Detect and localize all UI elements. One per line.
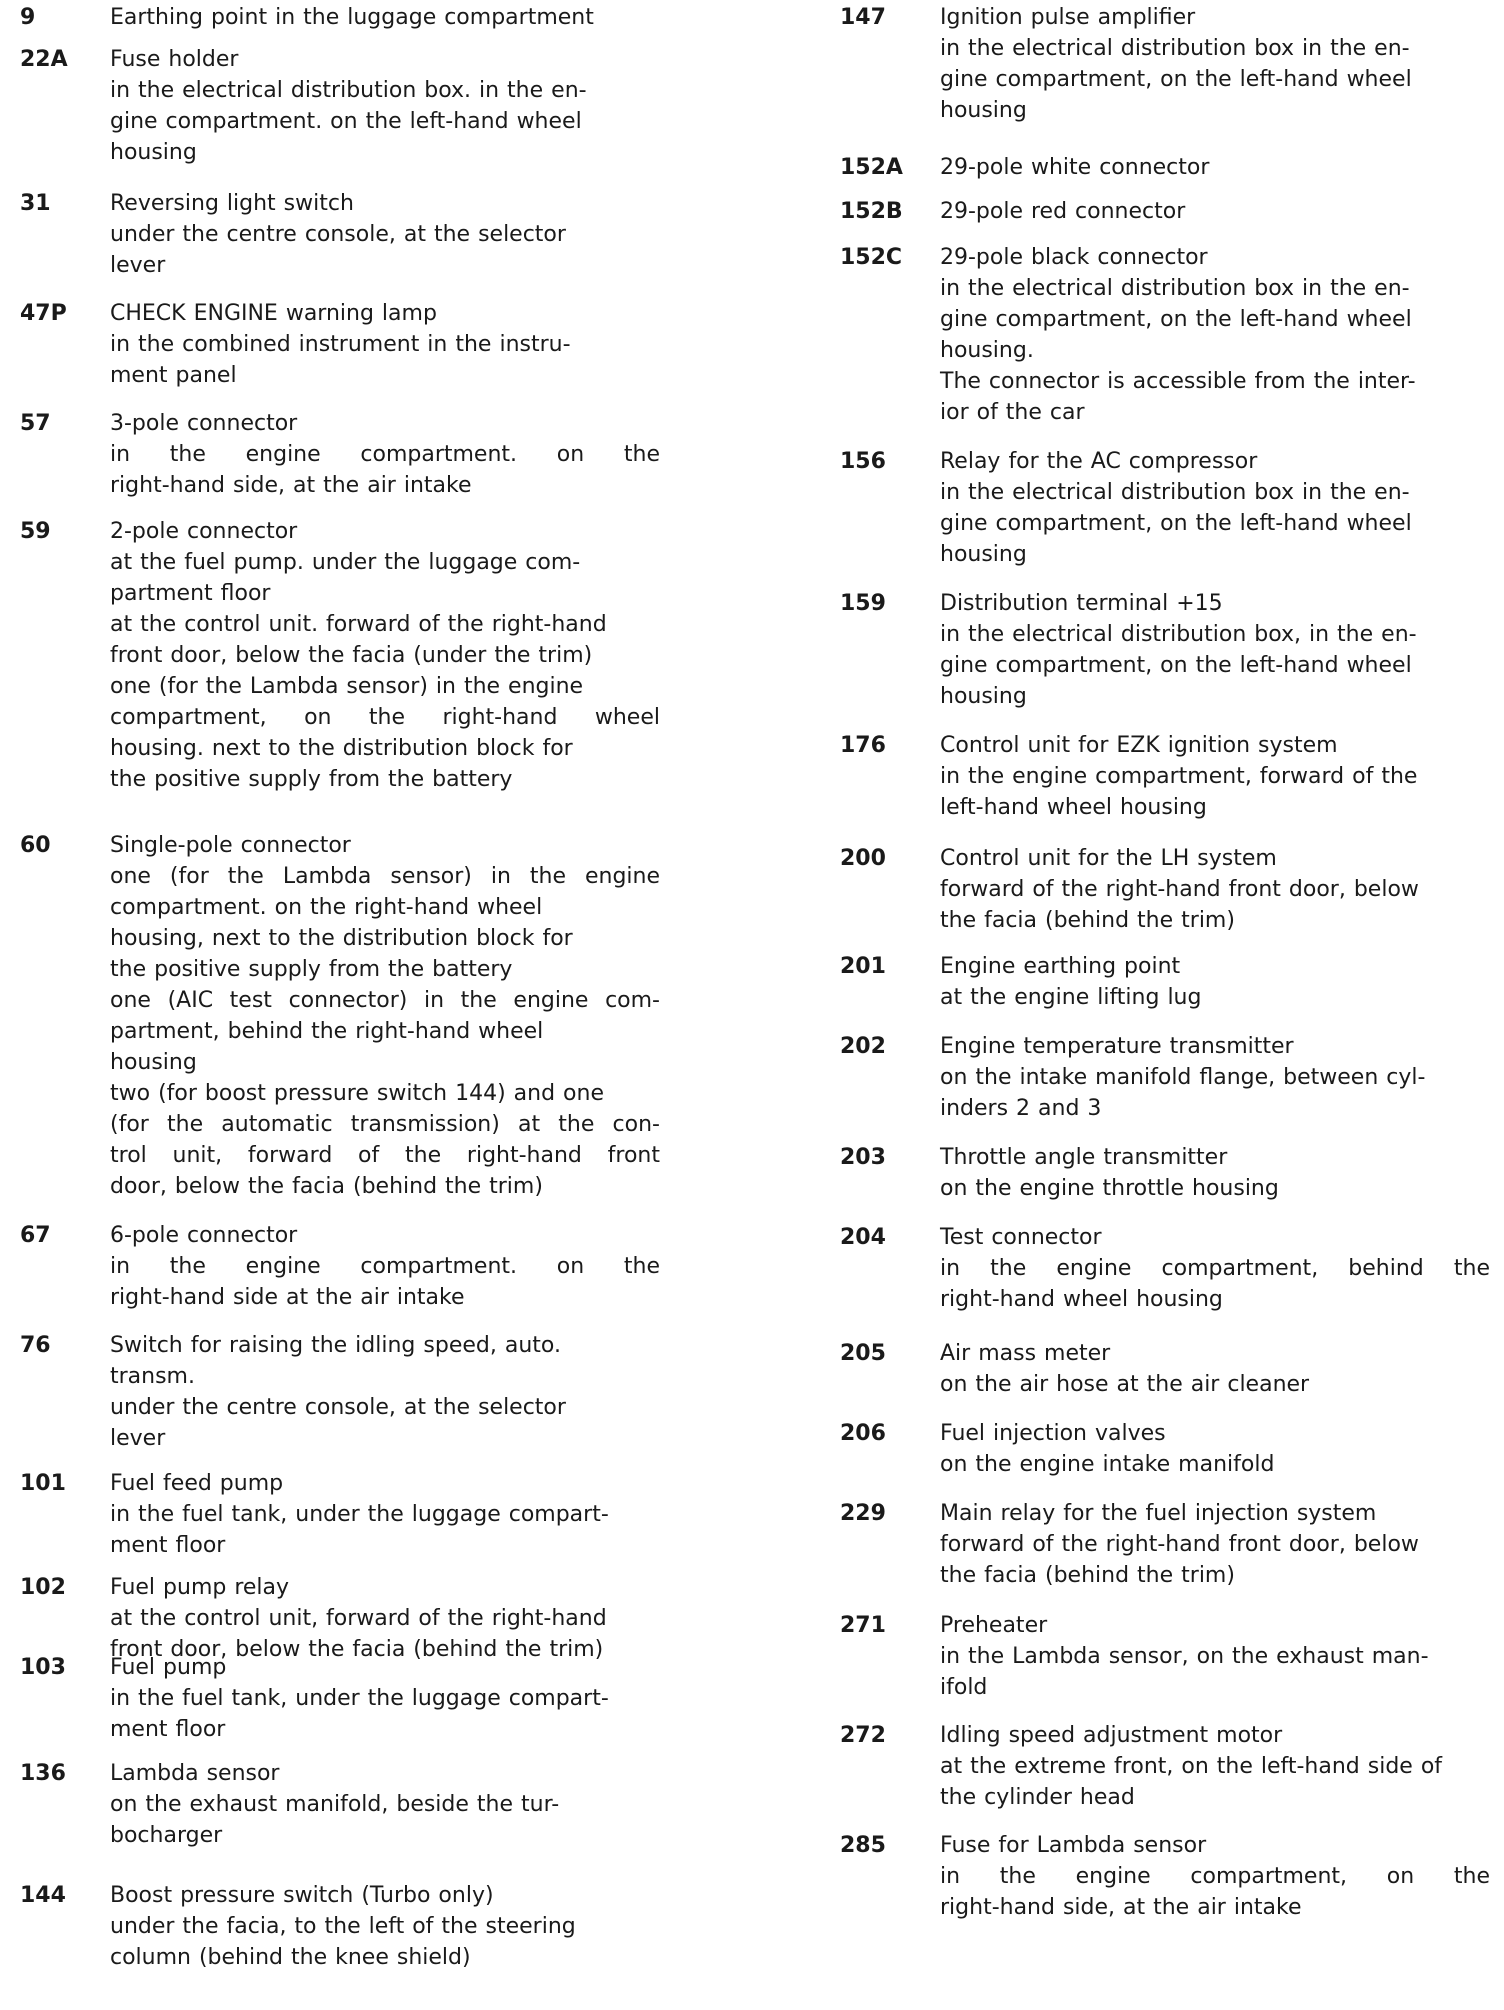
location-text-line: housing — [940, 684, 1027, 709]
component-name: Ignition pulse amplifier — [940, 5, 1196, 30]
component-description — [110, 408, 660, 501]
location-text-line: in the engine compartment, behind the — [940, 1256, 1490, 1281]
component-number: 272 — [840, 1723, 886, 1748]
legend-entry — [20, 1220, 660, 1313]
legend-entry — [840, 1142, 1490, 1204]
location-text-line: ment panel — [110, 363, 237, 388]
location-text-line: the facia (behind the trim) — [940, 908, 1235, 933]
location-text-line: on the engine intake manifold — [940, 1452, 1275, 1477]
location-text-line: partment floor — [110, 581, 271, 606]
location-text-line: housing — [110, 1050, 197, 1075]
location-text-line: forward of the right-hand front door, below — [940, 877, 1419, 902]
location-text-line: left-hand wheel housing — [940, 795, 1207, 820]
legend-entry — [840, 2, 1490, 126]
location-text-line: right-hand side, at the air intake — [940, 1895, 1302, 1920]
component-description — [940, 843, 1490, 936]
component-number: 201 — [840, 954, 886, 979]
component-description — [940, 1498, 1490, 1591]
location-text-line: partment, behind the right-hand wheel — [110, 1019, 544, 1044]
component-description — [940, 1830, 1490, 1923]
component-number: 101 — [20, 1471, 66, 1496]
location-text-line: right-hand wheel housing — [940, 1287, 1223, 1312]
component-description — [110, 1652, 660, 1745]
location-text-line: at the control unit. forward of the right-hand — [110, 612, 607, 637]
location-text-line: inders 2 and 3 — [940, 1096, 1102, 1121]
component-name: Single-pole connector — [110, 833, 351, 858]
component-number: 203 — [840, 1145, 886, 1170]
legend-entry — [840, 1338, 1490, 1400]
legend-entry — [840, 1418, 1490, 1480]
location-text-line: front door, below the facia (under the trim) — [110, 643, 593, 668]
location-text-line: at the fuel pump. under the luggage com- — [110, 550, 581, 575]
component-name: Earthing point in the luggage compartment — [110, 5, 594, 30]
component-description — [940, 196, 1490, 227]
location-text-line: right-hand side, at the air intake — [110, 473, 472, 498]
component-description — [110, 2, 660, 33]
location-text-line: in the fuel tank, under the luggage compart- — [110, 1686, 609, 1711]
location-text-line: in the electrical distribution box in the en- — [940, 480, 1410, 505]
component-name: 3-pole connector — [110, 411, 298, 436]
legend-entry — [840, 242, 1490, 428]
legend-entry — [840, 1720, 1490, 1813]
location-text-line: on the exhaust manifold, beside the tur- — [110, 1792, 560, 1817]
component-description — [110, 516, 660, 795]
location-text-line: lever — [110, 253, 166, 278]
legend-entry — [20, 516, 660, 795]
component-name: Distribution terminal +15 — [940, 591, 1223, 616]
component-number: 57 — [20, 411, 51, 436]
location-text-line: housing. next to the distribution block for — [110, 736, 573, 761]
component-number: 205 — [840, 1341, 886, 1366]
component-name: Fuel pump — [110, 1655, 227, 1680]
component-description — [940, 2, 1490, 126]
legend-entry — [20, 1758, 660, 1851]
location-text-line: on the air hose at the air cleaner — [940, 1372, 1310, 1397]
legend-entry — [840, 1830, 1490, 1923]
component-name: 2-pole connector — [110, 519, 298, 544]
component-name: Reversing light switch — [110, 191, 354, 216]
component-name: Throttle angle transmitter — [940, 1145, 1228, 1170]
component-description — [940, 1142, 1490, 1204]
location-text-line: forward of the right-hand front door, below — [940, 1532, 1419, 1557]
component-number: 76 — [20, 1333, 51, 1358]
legend-entry — [840, 588, 1490, 712]
location-text-line: under the facia, to the left of the steering — [110, 1914, 576, 1939]
location-text-line: housing — [110, 140, 197, 165]
component-description — [110, 1468, 660, 1561]
location-text-line: housing — [940, 542, 1027, 567]
component-number: 152B — [840, 199, 903, 224]
component-number: 159 — [840, 591, 886, 616]
legend-entry — [20, 1330, 660, 1454]
component-name: Fuel pump relay — [110, 1575, 290, 1600]
legend-entry — [840, 1610, 1490, 1703]
location-text-line: in the electrical distribution box in the en- — [940, 276, 1410, 301]
location-text-line: compartment. on the right-hand wheel — [110, 895, 543, 920]
location-text-line: gine compartment, on the left-hand wheel — [940, 67, 1412, 92]
component-name: Control unit for EZK ignition system — [940, 733, 1338, 758]
location-text-line: in the electrical distribution box, in the en- — [940, 622, 1417, 647]
component-number: 271 — [840, 1613, 886, 1638]
component-number: 144 — [20, 1883, 66, 1908]
location-text-line: two (for boost pressure switch 144) and one — [110, 1081, 604, 1106]
component-number: 9 — [20, 5, 36, 30]
component-description — [110, 1220, 660, 1313]
component-number: 102 — [20, 1575, 66, 1600]
legend-entry — [20, 830, 660, 1202]
location-text-line: lever — [110, 1426, 166, 1451]
component-number: 176 — [840, 733, 886, 758]
location-text-line: the positive supply from the battery — [110, 957, 513, 982]
component-description — [110, 298, 660, 391]
component-description — [940, 588, 1490, 712]
component-name: Idling speed adjustment motor — [940, 1723, 1283, 1748]
location-text-line: in the engine compartment, on the — [940, 1864, 1490, 1889]
component-number: 204 — [840, 1225, 886, 1250]
location-text-line: housing, next to the distribution block for — [110, 926, 573, 951]
legend-entry — [840, 843, 1490, 936]
location-text-line: right-hand side at the air intake — [110, 1285, 465, 1310]
location-text-line: one (for the Lambda sensor) in the engine — [110, 674, 584, 699]
component-name: Lambda sensor — [110, 1761, 280, 1786]
component-description — [940, 1222, 1490, 1315]
component-number: 285 — [840, 1833, 886, 1858]
location-text-line: in the engine compartment. on the — [110, 442, 660, 467]
component-name: CHECK ENGINE warning lamp — [110, 301, 437, 326]
component-name: 6-pole connector — [110, 1223, 298, 1248]
location-text-line: in the Lambda sensor, on the exhaust man- — [940, 1644, 1429, 1669]
component-description — [110, 188, 660, 281]
component-name: Fuel injection valves — [940, 1421, 1166, 1446]
location-text-line: housing — [940, 98, 1027, 123]
location-text-line: at the engine lifting lug — [940, 985, 1202, 1010]
legend-entry — [840, 1498, 1490, 1591]
location-text-line: compartment, on the right-hand wheel — [110, 705, 660, 730]
location-text-line: in the combined instrument in the instru- — [110, 332, 571, 357]
component-description — [110, 44, 660, 168]
location-text-line: in the fuel tank, under the luggage compart- — [110, 1502, 609, 1527]
location-text-line: one (AIC test connector) in the engine com- — [110, 988, 660, 1013]
component-number: 206 — [840, 1421, 886, 1446]
legend-entry — [20, 1652, 660, 1745]
legend-entry — [20, 408, 660, 501]
component-name: Air mass meter — [940, 1341, 1111, 1366]
location-text-line: ment floor — [110, 1717, 226, 1742]
location-text-line: trol unit, forward of the right-hand front — [110, 1143, 660, 1168]
component-name: Fuel feed pump — [110, 1471, 284, 1496]
location-text-line: (for the automatic transmission) at the con- — [110, 1112, 660, 1137]
location-text-line: bocharger — [110, 1823, 223, 1848]
component-number: 229 — [840, 1501, 886, 1526]
location-text-line: ifold — [940, 1675, 988, 1700]
component-description — [940, 1720, 1490, 1813]
component-number: 200 — [840, 846, 886, 871]
component-number: 47P — [20, 301, 67, 326]
component-description — [940, 730, 1490, 823]
component-description — [110, 1758, 660, 1851]
legend-entry — [840, 1031, 1490, 1124]
legend-entry — [20, 44, 660, 168]
legend-entry — [20, 298, 660, 391]
component-number: 152C — [840, 245, 903, 270]
location-text-line: in the electrical distribution box in the en- — [940, 36, 1410, 61]
location-text-line: at the control unit, forward of the right-hand — [110, 1606, 607, 1631]
component-number: 202 — [840, 1034, 886, 1059]
component-number: 152A — [840, 155, 903, 180]
location-text-line: gine compartment. on the left-hand wheel — [110, 109, 582, 134]
location-text-line: column (behind the knee shield) — [110, 1945, 471, 1970]
component-description — [940, 446, 1490, 570]
location-text-line: at the extreme front, on the left-hand side of — [940, 1754, 1443, 1779]
location-text-line: in the engine compartment, forward of the — [940, 764, 1418, 789]
legend-entry — [20, 1468, 660, 1561]
component-number: 22A — [20, 47, 68, 72]
component-name: Boost pressure switch (Turbo only) — [110, 1883, 494, 1908]
location-text-line: gine compartment, on the left-hand wheel — [940, 511, 1412, 536]
location-text-line: on the intake manifold flange, between cyl- — [940, 1065, 1426, 1090]
component-name: Engine earthing point — [940, 954, 1181, 979]
location-text-line: on the engine throttle housing — [940, 1176, 1279, 1201]
component-name: Control unit for the LH system — [940, 846, 1277, 871]
legend-entry — [20, 188, 660, 281]
location-text-line: under the centre console, at the selector — [110, 1395, 566, 1420]
legend-entry — [20, 1880, 660, 1973]
component-description — [940, 951, 1490, 1013]
component-name: Relay for the AC compressor — [940, 449, 1258, 474]
location-text-line: the positive supply from the battery — [110, 767, 513, 792]
legend-entry — [840, 152, 1490, 183]
location-text-line: ment floor — [110, 1533, 226, 1558]
location-text-line: ior of the car — [940, 400, 1085, 425]
location-text-line: the cylinder head — [940, 1785, 1135, 1810]
legend-entry — [840, 1222, 1490, 1315]
legend-entry — [840, 446, 1490, 570]
component-description — [940, 1031, 1490, 1124]
location-text-line: under the centre console, at the selector — [110, 222, 566, 247]
legend-entry — [840, 730, 1490, 823]
component-description — [940, 242, 1490, 428]
component-name: Fuse for Lambda sensor — [940, 1833, 1207, 1858]
location-text-line: The connector is accessible from the inter- — [940, 369, 1416, 394]
location-text-line: gine compartment, on the left-hand wheel — [940, 307, 1412, 332]
component-name: 29-pole white connector — [940, 155, 1210, 180]
component-number: 103 — [20, 1655, 66, 1680]
legend-entry — [20, 2, 660, 33]
component-number: 31 — [20, 191, 51, 216]
location-text-line: in the engine compartment. on the — [110, 1254, 660, 1279]
legend-entry — [840, 196, 1490, 227]
location-text-line: transm. — [110, 1364, 195, 1389]
legend-entry — [840, 951, 1490, 1013]
component-name: 29-pole red connector — [940, 199, 1186, 224]
component-number: 60 — [20, 833, 51, 858]
component-name: Fuse holder — [110, 47, 239, 72]
location-text-line: housing. — [940, 338, 1034, 363]
component-number: 67 — [20, 1223, 51, 1248]
component-description — [940, 1338, 1490, 1400]
component-description — [110, 1880, 660, 1973]
component-name: Engine temperature transmitter — [940, 1034, 1294, 1059]
component-name: Test connector — [940, 1225, 1102, 1250]
component-number: 136 — [20, 1761, 66, 1786]
component-description — [940, 1418, 1490, 1480]
location-text-line: one (for the Lambda sensor) in the engine — [110, 864, 660, 889]
component-description — [110, 1330, 660, 1454]
component-description — [110, 830, 660, 1202]
component-number: 147 — [840, 5, 886, 30]
component-name: Preheater — [940, 1613, 1048, 1638]
component-description — [940, 1610, 1490, 1703]
location-text-line: in the electrical distribution box. in the en- — [110, 78, 587, 103]
location-text-line: door, below the facia (behind the trim) — [110, 1174, 543, 1199]
location-text-line: front door, below the facia (behind the trim) — [110, 1637, 604, 1662]
location-text-line: the facia (behind the trim) — [940, 1563, 1235, 1588]
component-name: 29-pole black connector — [940, 245, 1208, 270]
component-number: 156 — [840, 449, 886, 474]
location-text-line: gine compartment, on the left-hand wheel — [940, 653, 1412, 678]
component-description — [940, 152, 1490, 183]
component-name: Switch for raising the idling speed, auto. — [110, 1333, 561, 1358]
component-number: 59 — [20, 519, 51, 544]
component-name: Main relay for the fuel injection system — [940, 1501, 1377, 1526]
